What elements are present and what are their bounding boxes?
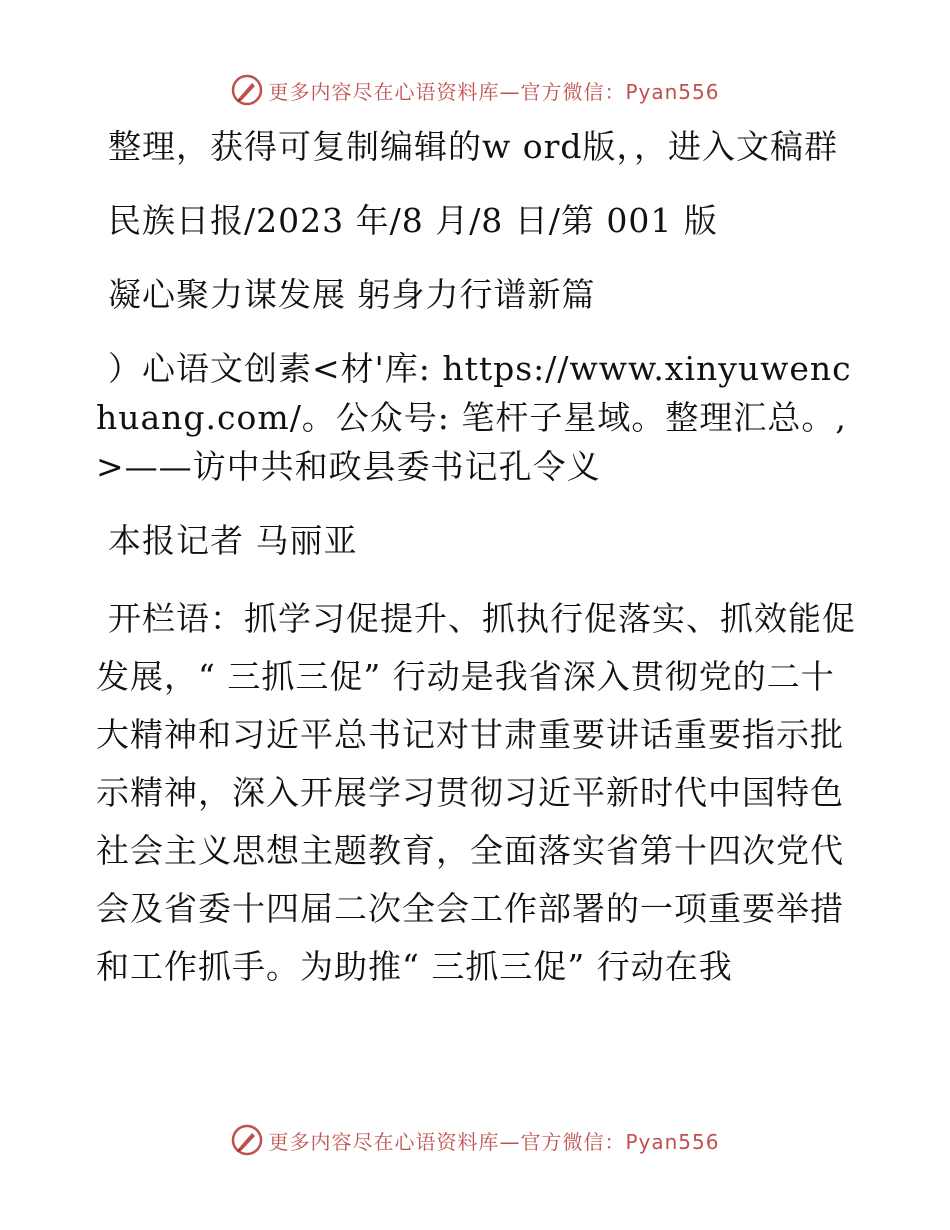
header-banner-text: 更多内容尽在心语资料库—官方微信：Pyan556	[268, 79, 720, 104]
document-body	[96, 122, 856, 1021]
column-intro-paragraph: 开栏语：抓学习促提升、抓执行促落实、抓效能促发展，“ 三抓三促” 行动是我省深入贯彻党的二十大精神和习近平总书记对甘肃重要讲话重要指示批示精神，深入开展学习贯彻习近平新时代中国特色社会主义思想主题教育，全面落实省第十四次党代会及省委十四届二次全会工作部署的一项重要举措和工作抓手。为助推“ 三抓三促” 行动在我	[96, 599, 856, 986]
pen-logo-icon	[230, 1123, 264, 1157]
intro-paragraph: 整理，获得可复制编辑的w ord版，，进入文稿群	[108, 127, 839, 166]
footer-banner-text: 更多内容尽在心语资料库—官方微信：Pyan556	[268, 1129, 720, 1154]
footer-banner	[0, 1120, 950, 1160]
article-title: 凝心聚力谋发展 躬身力行谱新篇	[108, 275, 596, 314]
reporter-line: 本报记者 马丽亚	[108, 521, 358, 560]
header-banner	[0, 70, 950, 110]
source-note-paragraph: ）心语文创素<材'库: https://www.xinyuwenchuang.com/。公众号: 笔杆子星域。整理汇总。,>——访中共和政县委书记孔令义	[96, 349, 852, 486]
pen-logo-icon	[230, 73, 264, 107]
publication-line: 民族日报/2023 年/8 月/8 日/第 001 版	[108, 201, 718, 240]
